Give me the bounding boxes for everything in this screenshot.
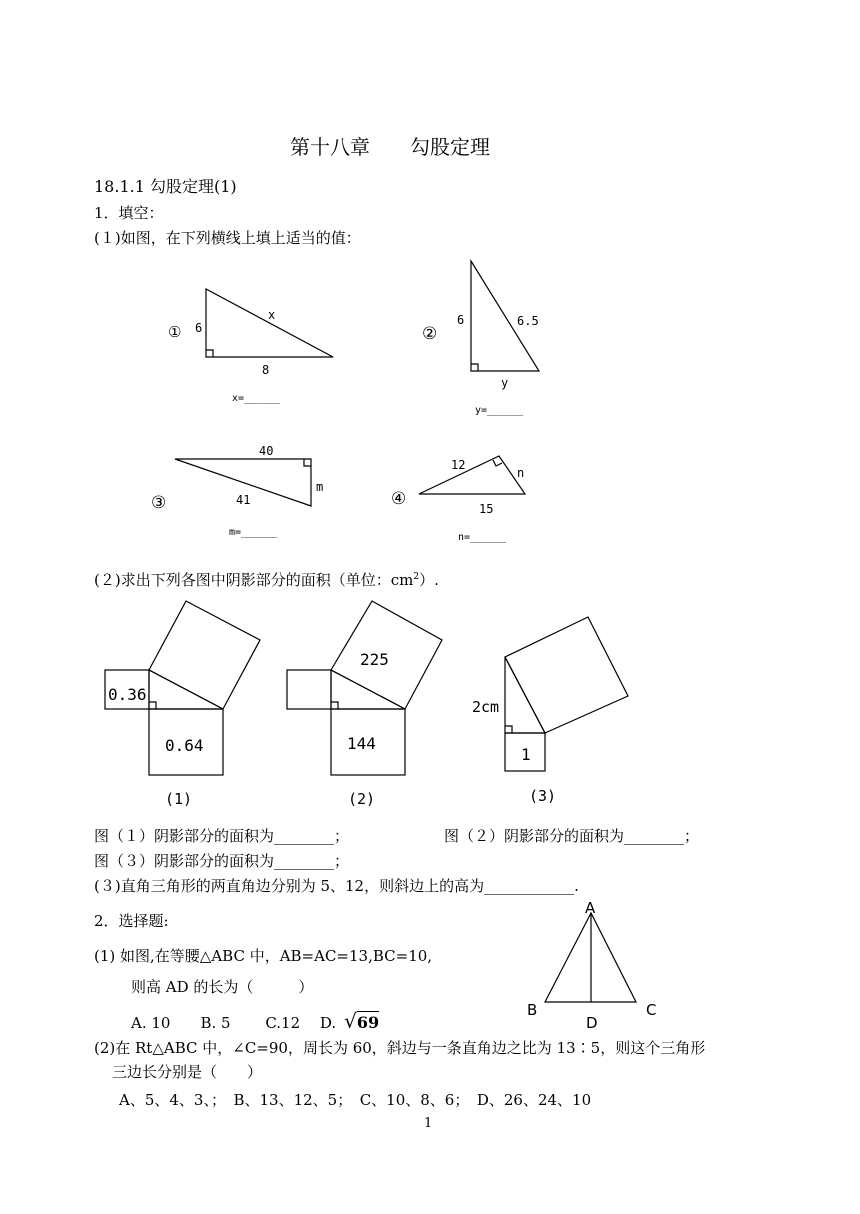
figure-marker-2: ② [422, 324, 438, 344]
q1-part1-prompt: (１)如图，在下列横线上填上适当的值： [94, 229, 361, 247]
triangle-2-hyp-label: 6.5 [517, 314, 539, 328]
vertex-b: B [527, 1001, 538, 1019]
sqrt-symbol: √ [344, 1009, 357, 1033]
triangle-4-leg-label: 12 [451, 458, 466, 472]
answer-line-fig1: 图（１）阴影部分的面积为________； [94, 827, 350, 845]
triangle-3-top-label: 40 [259, 444, 274, 458]
caption-1: (1) [165, 790, 193, 808]
q2-heading: 2．选择题: [94, 912, 169, 930]
caption-2: (2) [348, 790, 376, 808]
section-title: 18.1.1 勾股定理(1) [94, 177, 237, 196]
triangle-4-short-label: n [517, 466, 525, 480]
figure-marker-1: ① [168, 323, 182, 341]
chapter-title: 第十八章 勾股定理 [290, 135, 490, 159]
answer-line-fig3: 图（３）阴影部分的面积为________； [94, 852, 350, 870]
side-label-2cm: 2cm [472, 698, 500, 716]
q1-part3: (３)直角三角形的两直角边分别为 5、12，则斜边上的高为____________. [94, 877, 579, 895]
answer-line-fig2: 图（２）阴影部分的面积为________； [444, 827, 700, 845]
area-label-144: 144 [347, 734, 376, 753]
area-label-0-64: 0.64 [165, 736, 204, 755]
triangle-1-leg-label: 6 [195, 321, 203, 335]
caption-3: (3) [529, 787, 557, 805]
figure-marker-4: ④ [391, 489, 407, 509]
answer-y: y=______ [475, 405, 524, 416]
q2-item1-options: A. 10 B. 5 C.12 D. √69 [131, 1009, 380, 1033]
triangle-1-base-label: 8 [262, 363, 270, 377]
answer-n: n=______ [458, 532, 507, 543]
q2-item1-line2: 则高 AD 的长为（ ） [131, 978, 314, 996]
q1-part2-prompt: (２)求出下列各图中阴影部分的面积（单位：$cm^2$）. [94, 571, 439, 589]
vertex-a: A [585, 899, 596, 917]
q2-item2-line2: 三边长分别是（ ） [112, 1063, 263, 1081]
answer-m: m=______ [229, 527, 278, 538]
triangle-3-hyp-label: 41 [236, 493, 251, 507]
q2-item1-line1: (1) 如图,在等腰△ABC 中，AB=AC=13,BC=10, [94, 947, 433, 965]
q2-item2-line1: (2)在 Rt△ABC 中，∠C=90，周长为 60，斜边与一条直角边之比为 13∶5，则这个三角形 [94, 1039, 706, 1057]
q2-item2-options: A、5、4、3、； B、13、12、5； C、10、8、6； D、26、24、10 [119, 1091, 592, 1109]
sqrt-radicand: 69 [356, 1013, 380, 1032]
figure-marker-3: ③ [151, 493, 167, 513]
area-label-0-36: 0.36 [108, 685, 147, 704]
triangle-2-base-label: y [501, 376, 509, 390]
page-number: 1 [424, 1116, 433, 1131]
q1-heading: 1．填空： [94, 204, 164, 222]
point-d: D [586, 1014, 598, 1032]
triangle-3-side-label: m [316, 480, 324, 494]
superscript-2: 2 [413, 572, 420, 582]
triangle-1-hyp-label: x [268, 308, 276, 322]
triangle-4-hyp-label: 15 [479, 502, 494, 516]
vertex-c: C [646, 1001, 657, 1019]
answer-x: x=______ [232, 393, 281, 404]
area-label-225: 225 [360, 650, 389, 669]
triangle-2-leg-label: 6 [457, 313, 465, 327]
area-label-1: 1 [521, 745, 531, 764]
